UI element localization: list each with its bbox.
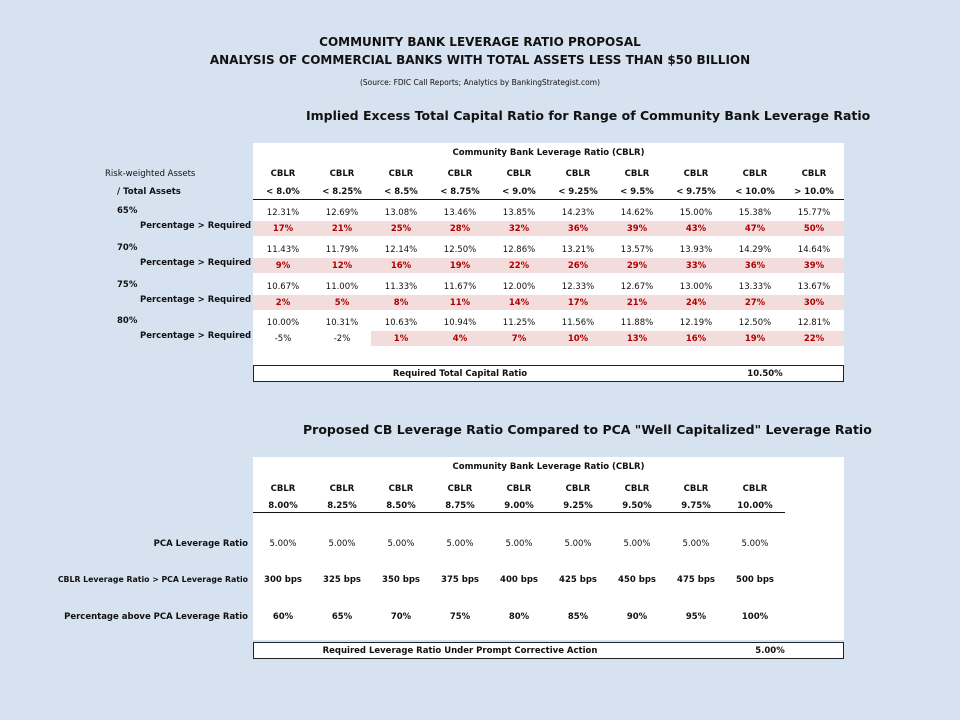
source-note: (Source: FDIC Call Reports; Analytics by BankingStrategist.com): [360, 78, 600, 87]
table1-ratio-cell: 10.31%: [325, 318, 359, 328]
table1-col-bottom: < 10.0%: [735, 187, 775, 197]
table2-value-cell: 85%: [567, 612, 589, 622]
table2-value-cell: 425 bps: [559, 575, 597, 585]
table1-footer-value: 10.50%: [747, 369, 783, 379]
table2-col-top: CBLR: [329, 484, 355, 494]
table1-col-bottom: < 9.75%: [676, 187, 716, 197]
table1-pct-cell: 47%: [744, 224, 766, 234]
table1-ratio-cell: 13.93%: [679, 245, 713, 255]
table1-pct-cell: 39%: [626, 224, 648, 234]
table1-col-bottom: < 8.25%: [322, 187, 362, 197]
table1-pct-cell: 14%: [508, 298, 530, 308]
table1-ratio-cell: 15.00%: [679, 208, 713, 218]
table1-pct-cell: 50%: [803, 224, 825, 234]
table1-ratio-cell: 13.57%: [620, 245, 654, 255]
table2-value-cell: 60%: [272, 612, 294, 622]
table2-row-label: CBLR Leverage Ratio > PCA Leverage Ratio: [57, 575, 248, 584]
table2-col-bottom: 8.50%: [386, 501, 416, 511]
table1-ratio-cell: 13.08%: [384, 208, 418, 218]
table1-ratio-cell: 10.67%: [266, 282, 300, 292]
table1-ratio-cell: 12.00%: [502, 282, 536, 292]
table1-pct-cell: 5%: [334, 298, 350, 308]
table2-col-bottom: 10.00%: [737, 501, 773, 511]
table2-col-bottom: 9.00%: [504, 501, 534, 511]
table1-col-bottom: < 8.75%: [440, 187, 480, 197]
table2-value-cell: 5.00%: [328, 539, 356, 549]
table2-value-cell: 500 bps: [736, 575, 774, 585]
table1-ratio-cell: 12.69%: [325, 208, 359, 218]
table2-col-top: CBLR: [270, 484, 296, 494]
table1-pct-cell: 28%: [449, 224, 471, 234]
table1-ratio-cell: 15.77%: [797, 208, 831, 218]
table2-value-cell: 5.00%: [387, 539, 415, 549]
table1-pct-cell: 36%: [567, 224, 589, 234]
table1-ratio-cell: 11.67%: [443, 282, 477, 292]
table1-ratio-cell: 14.29%: [738, 245, 772, 255]
table2-value-cell: 350 bps: [382, 575, 420, 585]
table2-value-cell: 5.00%: [269, 539, 297, 549]
table1-col-top: CBLR: [270, 169, 296, 179]
table1-header-rule: [253, 199, 844, 200]
table2-col-top: CBLR: [388, 484, 414, 494]
table1-ratio-cell: 10.63%: [384, 318, 418, 328]
table1-col-top: CBLR: [447, 169, 473, 179]
table1-ratio-cell: 12.50%: [738, 318, 772, 328]
table2-value-cell: 80%: [508, 612, 530, 622]
table2-value-cell: 70%: [390, 612, 412, 622]
table1-ratio-cell: 13.33%: [738, 282, 772, 292]
table1-pct-cell: 13%: [626, 334, 648, 344]
table1-ratio-cell: 12.86%: [502, 245, 536, 255]
table1-pct-cell: 2%: [275, 298, 291, 308]
table2-col-bottom: 8.75%: [445, 501, 475, 511]
table1-group-label: 75%: [117, 280, 138, 290]
table1-pct-cell: 39%: [803, 261, 825, 271]
table2-header-rule: [253, 512, 785, 513]
table2-footer-value: 5.00%: [755, 646, 785, 656]
table1-col-top: CBLR: [683, 169, 709, 179]
table1-pct-cell: 11%: [449, 298, 471, 308]
table1-group-label: 80%: [117, 316, 138, 326]
table2-value-cell: 5.00%: [505, 539, 533, 549]
table2-col-bottom: 8.25%: [327, 501, 357, 511]
table1-pct-cell: 10%: [567, 334, 589, 344]
table1-ratio-cell: 11.00%: [325, 282, 359, 292]
table2-value-cell: 75%: [449, 612, 471, 622]
table2-col-top: CBLR: [683, 484, 709, 494]
table2-col-top: CBLR: [565, 484, 591, 494]
table1-pct-cell: 12%: [331, 261, 353, 271]
table2-value-cell: 5.00%: [682, 539, 710, 549]
table1-ratio-cell: 13.46%: [443, 208, 477, 218]
table1-group-label: 70%: [117, 243, 138, 253]
table2-row-label: PCA Leverage Ratio: [153, 539, 248, 549]
table1-sub-label: Percentage > Required: [140, 331, 252, 341]
table1-title: Implied Excess Total Capital Ratio for Range of Community Bank Leverage Ratio: [306, 108, 871, 123]
table1-row-label-line1: Risk-weighted Assets: [105, 169, 196, 179]
table2-value-cell: 95%: [685, 612, 707, 622]
table1-ratio-cell: 12.67%: [620, 282, 654, 292]
table2-row-label: Percentage above PCA Leverage Ratio: [64, 612, 248, 622]
table2-value-cell: 5.00%: [446, 539, 474, 549]
table1-ratio-cell: 11.79%: [325, 245, 359, 255]
table1-row-label-line2: / Total Assets: [117, 187, 181, 197]
table1-pct-cell: 21%: [626, 298, 648, 308]
table1-pct-cell: 29%: [626, 261, 648, 271]
table1-pct-cell: 16%: [685, 334, 707, 344]
table1-pct-cell: -2%: [333, 334, 351, 344]
table1-col-top: CBLR: [329, 169, 355, 179]
table2-value-cell: 300 bps: [264, 575, 302, 585]
table1-ratio-cell: 15.38%: [738, 208, 772, 218]
table1-sub-label: Percentage > Required: [140, 295, 252, 305]
table1-col-bottom: > 10.0%: [794, 187, 834, 197]
table1-pct-cell: 9%: [275, 261, 291, 271]
table2-value-cell: 475 bps: [677, 575, 715, 585]
table1-col-bottom: < 9.25%: [558, 187, 598, 197]
table2-value-cell: 65%: [331, 612, 353, 622]
table1-ratio-cell: 12.31%: [266, 208, 300, 218]
table1-col-bottom: < 8.5%: [384, 187, 418, 197]
table1-ratio-cell: 12.50%: [443, 245, 477, 255]
table1-col-top: CBLR: [388, 169, 414, 179]
table1-sub-label: Percentage > Required: [140, 258, 252, 268]
table2-title: Proposed CB Leverage Ratio Compared to PCA "Well Capitalized" Leverage Ratio: [303, 422, 872, 437]
table1-pct-cell: 21%: [331, 224, 353, 234]
table1-ratio-cell: 12.19%: [679, 318, 713, 328]
table2-col-bottom: 8.00%: [268, 501, 298, 511]
table2-col-top: CBLR: [506, 484, 532, 494]
table2-group-header: Community Bank Leverage Ratio (CBLR): [452, 462, 645, 472]
table1-col-bottom: < 9.0%: [502, 187, 536, 197]
table1-ratio-cell: 13.21%: [561, 245, 595, 255]
table1-pct-cell: 1%: [393, 334, 409, 344]
table2-value-cell: 90%: [626, 612, 648, 622]
table2-value-cell: 400 bps: [500, 575, 538, 585]
table1-ratio-cell: 12.14%: [384, 245, 418, 255]
table2-value-cell: 375 bps: [441, 575, 479, 585]
table1-ratio-cell: 11.25%: [502, 318, 536, 328]
table2-value-cell: 5.00%: [564, 539, 592, 549]
table1-footer-label: Required Total Capital Ratio: [392, 369, 528, 379]
table2-value-cell: 5.00%: [741, 539, 769, 549]
table2-col-bottom: 9.25%: [563, 501, 593, 511]
table2-col-bottom: 9.50%: [622, 501, 652, 511]
table1-pct-cell: 4%: [452, 334, 468, 344]
table1-pct-cell: 17%: [272, 224, 294, 234]
table2-value-cell: 325 bps: [323, 575, 361, 585]
table1-col-bottom: < 8.0%: [266, 187, 300, 197]
table1-ratio-cell: 11.88%: [620, 318, 654, 328]
table1-ratio-cell: 14.62%: [620, 208, 654, 218]
table1-ratio-cell: 10.00%: [266, 318, 300, 328]
table1-pct-cell: 30%: [803, 298, 825, 308]
table1-pct-cell: 27%: [744, 298, 766, 308]
table1-pct-cell: 19%: [449, 261, 471, 271]
table1-sub-label: Percentage > Required: [140, 221, 252, 231]
table1-col-top: CBLR: [624, 169, 650, 179]
table1-ratio-cell: 13.00%: [679, 282, 713, 292]
table1-pct-cell: -5%: [274, 334, 292, 344]
table1-col-top: CBLR: [801, 169, 827, 179]
table1-pct-cell: 43%: [685, 224, 707, 234]
table1-col-top: CBLR: [565, 169, 591, 179]
table1-pct-cell: 26%: [567, 261, 589, 271]
table1-pct-cell: 17%: [567, 298, 589, 308]
table1-ratio-cell: 13.85%: [502, 208, 536, 218]
table1-ratio-cell: 12.33%: [561, 282, 595, 292]
table1-col-bottom: < 9.5%: [620, 187, 654, 197]
table1-ratio-cell: 14.23%: [561, 208, 595, 218]
table1-pct-cell: 7%: [511, 334, 527, 344]
table1-pct-cell: 19%: [744, 334, 766, 344]
table1-pct-cell: 25%: [390, 224, 412, 234]
table1-pct-cell: 32%: [508, 224, 530, 234]
table2-value-cell: 100%: [741, 612, 769, 622]
table1-col-top: CBLR: [506, 169, 532, 179]
table2-col-bottom: 9.75%: [681, 501, 711, 511]
table2-value-cell: 5.00%: [623, 539, 651, 549]
table1-pct-cell: 24%: [685, 298, 707, 308]
table2-value-cell: 450 bps: [618, 575, 656, 585]
table1-pct-cell: 8%: [393, 298, 409, 308]
table1-ratio-cell: 10.94%: [443, 318, 477, 328]
table1-pct-cell: 16%: [390, 261, 412, 271]
table2-col-top: CBLR: [624, 484, 650, 494]
report-title-line1: COMMUNITY BANK LEVERAGE RATIO PROPOSAL: [319, 35, 641, 49]
table1-ratio-cell: 11.43%: [266, 245, 300, 255]
report-title-line2: ANALYSIS OF COMMERCIAL BANKS WITH TOTAL ASSETS LESS THAN $50 BILLION: [209, 53, 751, 67]
table1-ratio-cell: 12.81%: [797, 318, 831, 328]
table1-ratio-cell: 13.67%: [797, 282, 831, 292]
table1-col-top: CBLR: [742, 169, 768, 179]
table1-pct-cell: 22%: [803, 334, 825, 344]
table1-group-header: Community Bank Leverage Ratio (CBLR): [452, 148, 645, 158]
table2-footer-label: Required Leverage Ratio Under Prompt Corrective Action: [322, 646, 598, 656]
table1-pct-cell: 36%: [744, 261, 766, 271]
table1-ratio-cell: 11.56%: [561, 318, 595, 328]
table2-col-top: CBLR: [742, 484, 768, 494]
table1-group-label: 65%: [117, 206, 138, 216]
table2-col-top: CBLR: [447, 484, 473, 494]
table1-ratio-cell: 11.33%: [384, 282, 418, 292]
table1-ratio-cell: 14.64%: [797, 245, 831, 255]
table1-pct-cell: 33%: [685, 261, 707, 271]
table1-pct-cell: 22%: [508, 261, 530, 271]
